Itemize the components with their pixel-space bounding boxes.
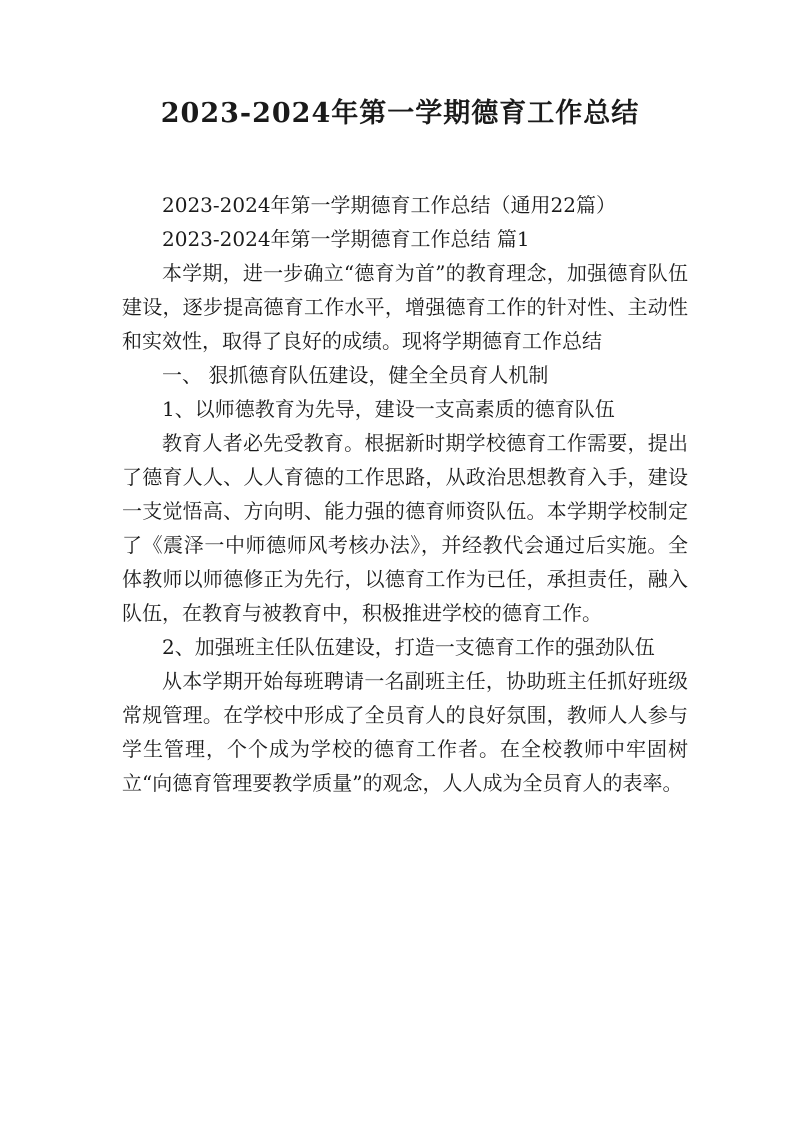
document-title: 2023-2024年第一学期德育工作总结 xyxy=(160,98,640,129)
paragraph-heading-1: 一、 狠抓德育队伍建设，健全全员育人机制 xyxy=(162,363,549,387)
paragraph-subheading-2: 2、加强班主任队伍建设，打造一支德育工作的强劲队伍 xyxy=(162,635,655,659)
paragraph-section-heading: 2023-2024年第一学期德育工作总结 篇1 xyxy=(162,227,530,251)
paragraph-body-1: 教育人者必先受教育。根据新时期学校德育工作需要，提出了德育人人、人人育德的工作思路，从政治思想教育入手，建设一支觉悟高、方向明、能力强的德育师资队伍。本学期学校制定了《震泽一中师德师风考核办法》，并经教代会通过后实施。全体教师以师德修正为先行，以德育工作为已任，承担责任，融入队伍，在教育与被教育中，积极推进学校的德育工作。 xyxy=(122,431,688,625)
paragraph-body-2: 从本学期开始每班聘请一名副班主任，协助班主任抓好班级常规管理。在学校中形成了全员育人的良好氛围，教师人人参与学生管理，个个成为学校的德育工作者。在全校教师中牢固树立“向德育管理要教学质量”的观念，人人成为全员育人的表率。 xyxy=(122,669,688,795)
document-body xyxy=(122,188,688,800)
paragraph-subtitle: 2023-2024年第一学期德育工作总结（通用22篇） xyxy=(162,193,617,217)
paragraph-subheading-1: 1、以师德教育为先导，建设一支高素质的德育队伍 xyxy=(162,397,615,421)
paragraph-intro: 本学期，进一步确立“德育为首”的教育理念，加强德育队伍建设，逐步提高德育工作水平，增强德育工作的针对性、主动性和实效性，取得了良好的成绩。现将学期德育工作总结 xyxy=(122,261,688,353)
